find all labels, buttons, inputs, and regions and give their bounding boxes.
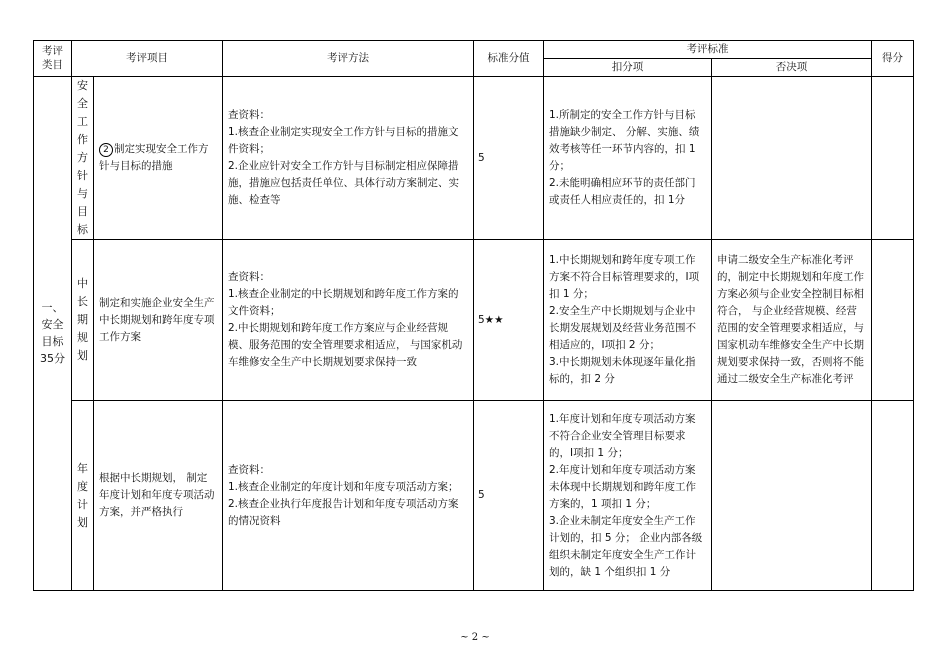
item-cell: 制定和实施企业安全生产中长期规划和跨年度专项工作方案 bbox=[94, 240, 223, 401]
header-row-1 bbox=[34, 41, 914, 59]
result-cell bbox=[872, 240, 914, 401]
veto-cell: 申请二级安全生产标准化考评的，制定中长期规划和年度工作方案必须与企业安全控制目标相符合， 与企业经营规模、经营范围的安全管理要求相适应，与国家机动车维修安全生产中长期规划要求保持一致，否则将不能通过二级安全生产标准化考评 bbox=[712, 240, 872, 401]
score-cell: 5 bbox=[474, 401, 544, 591]
deduction-cell: 1.所制定的安全工作方针与目标措施缺少制定、 分解、实施、绩效考核等任一环节内容的，扣 1 分； 2.未能明确相应环节的责任部门或责任人相应责任的，扣 1分 bbox=[544, 77, 712, 240]
score-cell: 5 bbox=[474, 77, 544, 240]
result-cell bbox=[872, 401, 914, 591]
category-cell: 一、安全目标35分 bbox=[34, 77, 72, 591]
header-category: 考评类目 bbox=[34, 41, 72, 77]
header-veto: 否决项 bbox=[712, 59, 872, 77]
circled-number: 2 bbox=[99, 143, 113, 157]
table-row bbox=[34, 77, 914, 240]
table-row bbox=[34, 401, 914, 591]
veto-cell bbox=[712, 401, 872, 591]
sub-category-cell: 年度计划 bbox=[72, 401, 94, 591]
evaluation-table bbox=[33, 40, 914, 591]
header-method: 考评方法 bbox=[223, 41, 474, 77]
page-number: ~ 2 ~ bbox=[460, 632, 490, 643]
method-cell: 查资料： 1.核查企业制定的中长期规划和跨年度工作方案的文件资料； 2.中长期规划和跨年度工作方案应与企业经营规模、服务范围的安全管理要求相适应， 与国家机动车维修安全生产中长期规划要求保持一致 bbox=[223, 240, 474, 401]
deduction-cell: 1.中长期规划和跨年度专项工作方案不符合目标管理要求的，Ⅰ项扣 1 分； 2.安全生产中长期规划与企业中长期发展规划及经营业务范围不相适应的，Ⅰ项扣 2 分； 3.中长期规划未体现逐年量化指标的，扣 2 分 bbox=[544, 240, 712, 401]
deduction-cell: 1.年度计划和年度专项活动方案不符合企业安全管理目标要求的，Ⅰ项扣 1 分； 2.年度计划和年度专项活动方案未体现中长期规划和跨年度工作方案的，1 项扣 1 分； 3.企业未制定年度安全生产工作计划的，扣 5 分； 企业内部各级组织未制定年度安全生产工作计划的，缺 1 个组织扣 1 分 bbox=[544, 401, 712, 591]
header-result: 得分 bbox=[872, 41, 914, 77]
header-item: 考评项目 bbox=[72, 41, 223, 77]
sub-category-cell: 中长期规划 bbox=[72, 240, 94, 401]
header-deduction: 扣分项 bbox=[544, 59, 712, 77]
method-cell: 查资料： 1.核查企业制定实现安全工作方针与目标的措施文件资料； 2.企业应针对安全工作方针与目标制定相应保障措施，措施应包括责任单位、具体行动方案制定、实施、检查等 bbox=[223, 77, 474, 240]
method-cell: 查资料： 1.核查企业制定的年度计划和年度专项活动方案； 2.核查企业执行年度报告计划和年度专项活动方案的情况资料 bbox=[223, 401, 474, 591]
item-cell: 根据中长期规划， 制定年度计划和年度专项活动方案，并严格执行 bbox=[94, 401, 223, 591]
header-score: 标准分值 bbox=[474, 41, 544, 77]
header-criteria: 考评标准 bbox=[544, 41, 872, 59]
score-cell: 5★★ bbox=[474, 240, 544, 401]
veto-cell bbox=[712, 77, 872, 240]
table-row bbox=[34, 240, 914, 401]
sub-category-cell: 安全工作方针与目标 bbox=[72, 77, 94, 240]
item-cell: 2 制定实现安全工作方针与目标的措施 bbox=[94, 77, 223, 240]
result-cell bbox=[872, 77, 914, 240]
